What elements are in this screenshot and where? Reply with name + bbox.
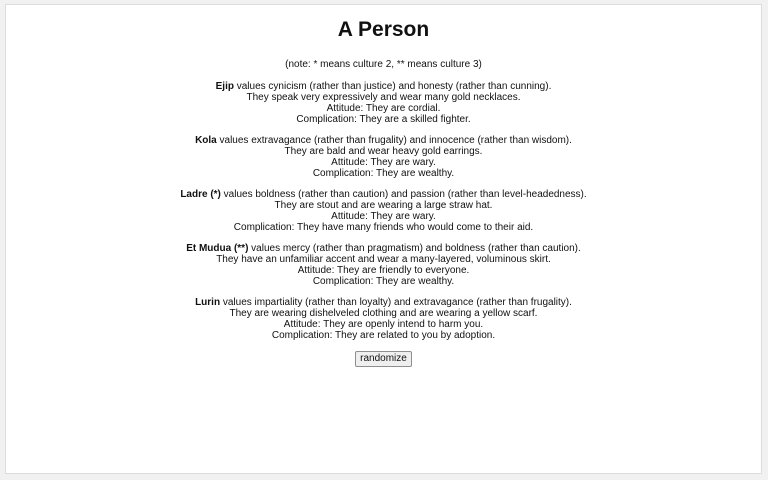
person-values-line <box>6 135 761 146</box>
person-description: They are wearing dishelveled clothing and are wearing a yellow scarf. <box>229 308 538 319</box>
person-description: They speak very expressively and wear many gold necklaces. <box>246 92 521 103</box>
person-values: values extravagance (rather than frugality) and innocence (rather than wisdom). <box>216 135 572 146</box>
person-description: They are bald and wear heavy gold earrings. <box>284 146 483 157</box>
person-complication: Complication: They are wealthy. <box>312 168 455 179</box>
person-attitude: Attitude: They are cordial. <box>326 103 441 114</box>
person-entry <box>6 81 761 125</box>
person-description: They have an unfamiliar accent and wear a many-layered, voluminous skirt. <box>216 254 551 265</box>
person-complication: Complication: They have many friends who would come to their aid. <box>233 222 534 233</box>
person-complication: Complication: They are related to you by adoption. <box>271 330 496 341</box>
person-values: values impartiality (rather than loyalty) and extravagance (rather than frugality). <box>220 297 572 308</box>
person-name: Et Mudua (**) <box>186 243 249 254</box>
person-attitude: Attitude: They are wary. <box>331 211 436 222</box>
person-values-line <box>6 297 761 308</box>
person-name: Kola <box>195 135 217 146</box>
person-complication: Complication: They are a skilled fighter. <box>296 114 471 125</box>
person-name: Ladre (*) <box>180 189 221 200</box>
person-values: values mercy (rather than pragmatism) and boldness (rather than caution). <box>248 243 581 254</box>
page-title: A Person <box>337 18 430 41</box>
person-attitude: Attitude: They are friendly to everyone. <box>297 265 470 276</box>
person-name: Lurin <box>195 297 221 308</box>
person-values: values boldness (rather than caution) and passion (rather than level-headedness). <box>220 189 587 200</box>
main-content <box>6 5 761 367</box>
person-entry <box>6 189 761 233</box>
randomize-button[interactable]: randomize <box>355 351 412 367</box>
person-entry <box>6 243 761 287</box>
person-attitude: Attitude: They are wary. <box>331 157 436 168</box>
person-entry <box>6 297 761 341</box>
person-complication: Complication: They are wealthy. <box>312 276 455 287</box>
person-values-line <box>6 189 761 200</box>
person-values-line <box>6 243 761 254</box>
culture-note: (note: * means culture 2, ** means culture 3) <box>285 59 482 70</box>
person-attitude: Attitude: They are openly intend to harm you. <box>283 319 484 330</box>
person-name: Ejip <box>215 81 234 92</box>
person-description: They are stout and are wearing a large straw hat. <box>274 200 493 211</box>
person-entry <box>6 135 761 179</box>
page-frame <box>5 4 762 474</box>
person-values: values cynicism (rather than justice) and honesty (rather than cunning). <box>233 81 552 92</box>
person-values-line <box>6 81 761 92</box>
